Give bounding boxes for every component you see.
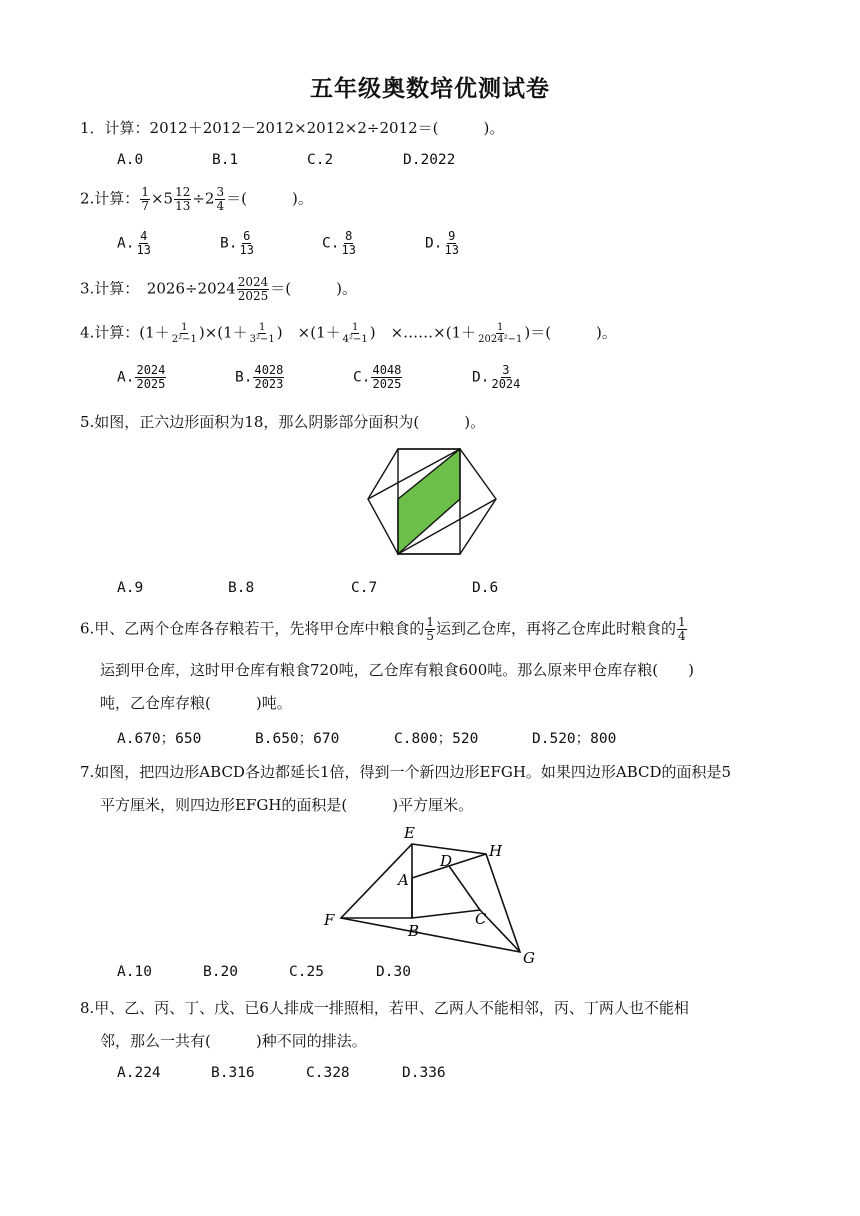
question-8-line-2: 邻，那么一共有( )种不同的排法。 xyxy=(100,1032,367,1050)
label-f: F xyxy=(324,911,335,929)
q6-option-d: D.520；800 xyxy=(532,731,617,747)
q4-option-b: B. $\frac{4028}{2023}$ xyxy=(235,363,284,391)
hexagon-figure xyxy=(360,442,510,562)
q5-option-b: B.8 xyxy=(228,580,255,596)
q1-option-a: A.0 xyxy=(117,152,144,168)
q2-option-c: C. $\frac{8}{13}$ xyxy=(322,229,356,257)
q5-option-a: A.9 xyxy=(117,580,144,596)
question-6-line-1: 6.甲、乙两个仓库各存粮若干，先将甲仓库中粮食的 $\frac{1}{5}$ 运到乙仓库，再将乙仓库此时粮食的 $\frac{1}{4}$ xyxy=(80,615,686,643)
q4-option-c: C. $\frac{4048}{2025}$ xyxy=(353,363,402,391)
q8-option-a: A.224 xyxy=(117,1065,161,1081)
question-5: 5.如图，正六边形面积为18，那么阴影部分面积为( )。 xyxy=(80,413,486,431)
q7-option-a: A.10 xyxy=(117,964,152,980)
fraction: $\frac{2024}{2025}$ xyxy=(237,275,269,303)
question-8-line-1: 8.甲、乙、丙、丁、戊、已6人排成一排照相，若甲、乙两人不能相邻，丙、丁两人也不能相 xyxy=(80,999,689,1017)
fraction: $\frac{3}{4}$ xyxy=(216,185,225,213)
q5-option-c: C.7 xyxy=(351,580,378,596)
q6-option-c: C.800；520 xyxy=(394,731,479,747)
q7-option-c: C.25 xyxy=(289,964,324,980)
label-g: G xyxy=(523,949,535,967)
quadrilateral-abcd xyxy=(412,866,480,918)
q4-option-a: A. $\frac{2024}{2025}$ xyxy=(117,363,166,391)
fraction: $\frac{1}{7}$ xyxy=(141,185,149,213)
q8-option-c: C.328 xyxy=(306,1065,350,1081)
question-6-line-2: 运到甲仓库，这时甲仓库有粮食720吨，乙仓库有粮食600吨。那么原来甲仓库存粮( ) xyxy=(100,661,694,679)
fraction: $\frac{12}{13}$ xyxy=(175,185,191,213)
label-a: A xyxy=(398,871,409,889)
q1-option-d: D.2022 xyxy=(403,152,456,168)
q2-option-b: B. $\frac{6}{13}$ xyxy=(220,229,254,257)
q8-option-b: B.316 xyxy=(211,1065,255,1081)
label-d: D xyxy=(440,852,453,870)
question-2: 2.计算： $\frac{1}{7}$ ×5 $\frac{12}{13}$ ÷2 $\frac{3}{4}$ ＝( )。 xyxy=(80,185,313,213)
q6-option-b: B.650；670 xyxy=(255,731,340,747)
question-7-line-2: 平方厘米，则四边形EFGH的面积是( )平方厘米。 xyxy=(100,796,474,814)
q1-option-c: C.2 xyxy=(307,152,334,168)
label-h: H xyxy=(489,842,503,860)
page-title: 五年级奥数培优测试卷 xyxy=(310,76,550,102)
question-4: 4.计算：(1＋ $\frac{1}{\text{2²−1}}$ )×(1＋ $\frac{1}{\text{3²−1}}$ ) ×(1＋ $\frac{1}{\text{4²−1}}$ ) ×……×(1＋ $\frac{1}{\text{2024²−1}}$ )＝( )。 xyxy=(80,322,617,345)
q5-option-d: D.6 xyxy=(472,580,499,596)
q7-option-d: D.30 xyxy=(376,964,411,980)
q1-option-b: B.1 xyxy=(212,152,239,168)
quadrilateral-efgh xyxy=(341,844,520,952)
quadrilateral-figure xyxy=(318,822,548,967)
question-7-line-1: 7.如图，把四边形ABCD各边都延长1倍，得到一个新四边形EFGH。如果四边形ABCD的面积是5 xyxy=(80,763,732,781)
q2-option-a: A. $\frac{4}{13}$ xyxy=(117,229,151,257)
question-6-line-3: 吨，乙仓库存粮( )吨。 xyxy=(100,694,292,712)
label-e: E xyxy=(404,824,415,842)
q6-option-a: A.670；650 xyxy=(117,731,202,747)
question-3: 3.计算： 2026÷2024 $\frac{2024}{2025}$ ＝( )。 xyxy=(80,275,357,303)
label-b: B xyxy=(408,922,420,940)
q2-option-d: D. $\frac{9}{13}$ xyxy=(425,229,459,257)
shaded-parallelogram xyxy=(398,449,460,554)
q8-option-d: D.336 xyxy=(402,1065,446,1081)
q4-option-d: D. $\frac{3}{2024}$ xyxy=(472,363,521,391)
q7-option-b: B.20 xyxy=(203,964,238,980)
label-c: C xyxy=(475,910,487,928)
question-1: 1．计算：2012＋2012－2012×2012×2÷2012＝( )。 xyxy=(80,119,505,137)
